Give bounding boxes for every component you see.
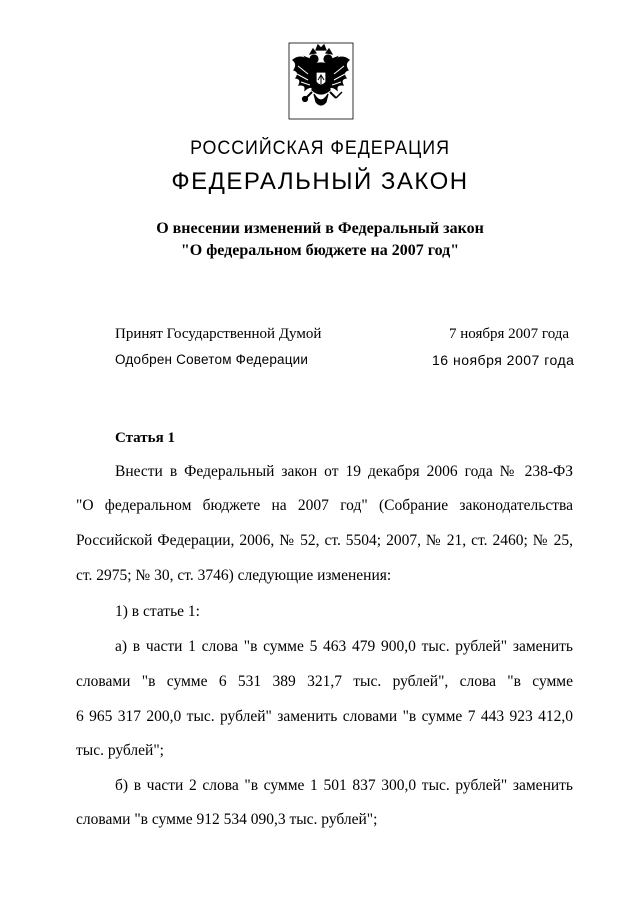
adopted-duma-label: Принят Государственной Думой	[115, 326, 322, 342]
law-title-line-2: "О федеральном бюджете на 2007 год"	[180, 242, 460, 259]
adopted-duma-date: 7 ноября 2007 года	[449, 326, 570, 342]
article-text-line: 1) в статье 1:	[115, 603, 200, 620]
law-title-line-1: О внесении изменений в Федеральный закон	[156, 220, 484, 237]
article-heading: Статья 1	[115, 430, 175, 446]
article-text-line: б) в части 2 слова "в сумме 1 501 837 300,0 тыс. рублей" заменить	[115, 777, 573, 794]
article-text-line: Российской Федерации, 2006, № 52, ст. 5504; 2007, № 21, ст. 2460; № 25,	[76, 532, 573, 549]
document-type: ФЕДЕРАЛЬНЫЙ ЗАКОН	[171, 168, 469, 195]
coat-of-arms-icon	[288, 42, 354, 120]
article-text-line: словами "в сумме 912 534 090,3 тыс. рублей";	[76, 811, 378, 828]
article-text-line: а) в части 1 слова "в сумме 5 463 479 900,0 тыс. рублей" заменить	[115, 638, 573, 655]
article-text-line: Внести в Федеральный закон от 19 декабря 2006 года № 238-ФЗ	[115, 463, 573, 480]
article-text-line: словами "в сумме 6 531 389 321,7 тыс. рублей", слова "в сумме	[76, 673, 573, 690]
article-text-line: ст. 2975; № 30, ст. 3746) следующие изменения:	[76, 567, 392, 584]
country-name: РОССИЙСКАЯ ФЕДЕРАЦИЯ	[190, 138, 450, 159]
article-text-line: тыс. рублей";	[76, 742, 164, 759]
approved-council-date: 16 ноября 2007 года	[432, 352, 575, 368]
article-text-line: "О федеральном бюджете на 2007 год" (Собрание законодательства	[76, 497, 573, 514]
approved-council-label: Одобрен Советом Федерации	[115, 352, 309, 367]
article-text-line: 6 965 317 200,0 тыс. рублей" заменить словами "в сумме 7 443 923 412,0	[76, 708, 573, 725]
